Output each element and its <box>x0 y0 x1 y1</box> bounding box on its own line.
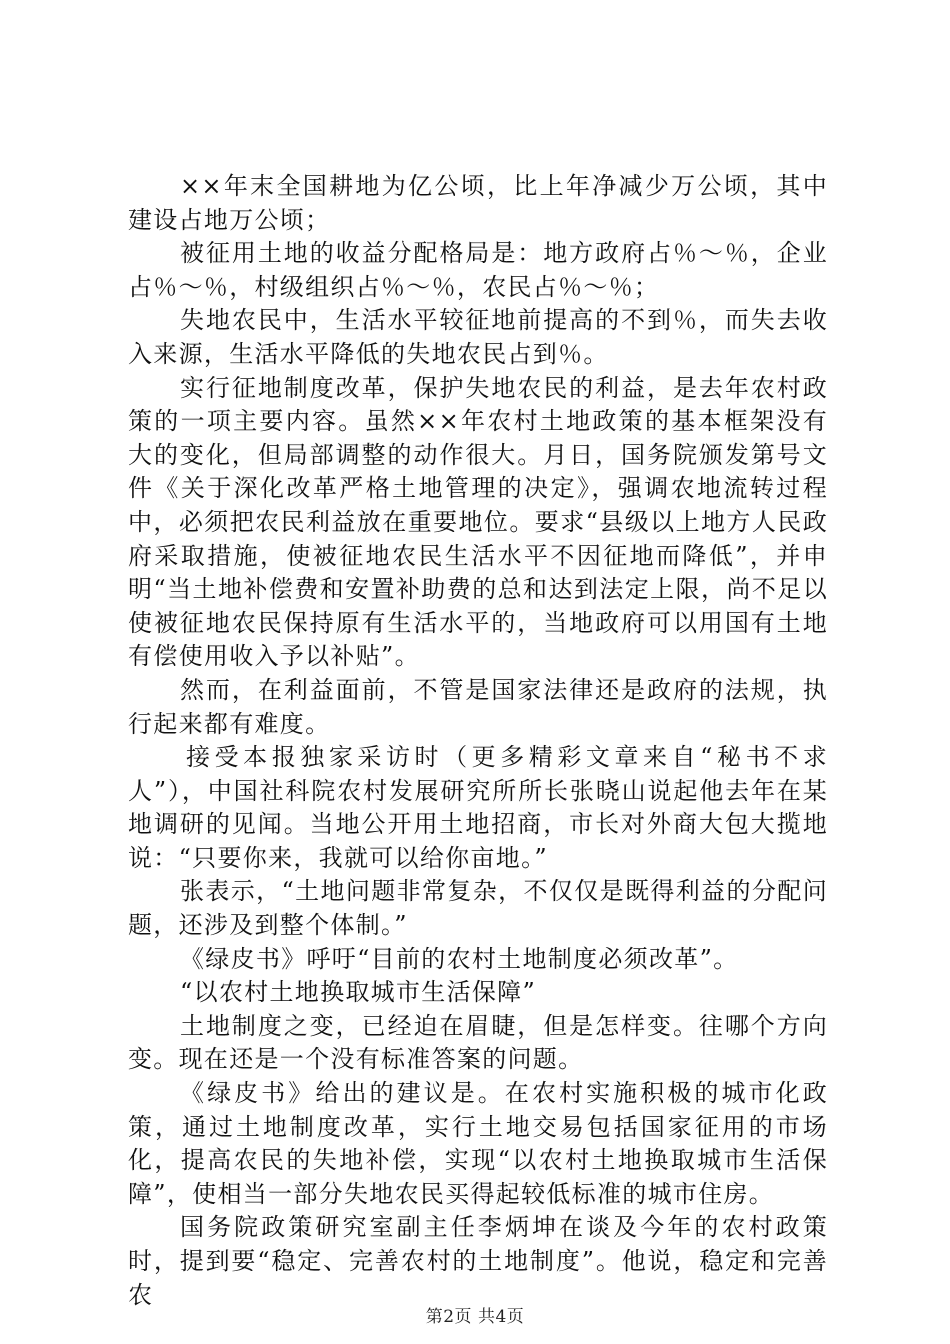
section-heading: “以农村土地换取城市生活保障” <box>180 978 537 1007</box>
paragraph-reform-policy: 实行征地制度改革，保护失地农民的利益，是去年农村政策的一项主要内容。虽然××年农村土地政策的基本框架没有大的变化，但局部调整的动作很大。月日，国务院颁发第号文件《关于深化改革严格土地管理的决定》，强调农地流转过程中，必须把农民利益放在重要地位。要求“县级以上地方人民政府采取措施，使被征地农民生活水平不因征地而降低”，并申明“当土地补偿费和安置补助费的总和达到法定上限，尚不足以使被征地农民保持原有生活水平的，当地政府可以用国有土地有偿使用收入予以补贴”。 <box>128 373 828 671</box>
paragraph-li-bingkun: 国务院政策研究室副主任李炳坤在谈及今年的农村政策时，提到要“稳定、完善农村的土地制度”。他说，稳定和完善农 <box>128 1213 828 1309</box>
paragraph-farmland-stats: ××年末全国耕地为亿公顷，比上年净减少万公顷，其中建设占地万公顷； <box>128 172 828 234</box>
document-body <box>128 170 828 1312</box>
paragraph-interview: 接受本报独家采访时（更多精彩文章来自“秘书不求人”），中国社科院农村发展研究所所长张晓山说起他去年在某地调研的见闻。当地公开用土地招商，市长对外商大包大揽地说：“只要你来，我就可以给你亩地。” <box>128 743 828 872</box>
paragraph-green-book-proposal: 《绿皮书》给出的建议是。在农村实施积极的城市化政策，通过土地制度改革，实行土地交易包括国家征用的市场化，提高农民的失地补偿，实现“以农村土地换取城市生活保障”，使相当一部分失地农民买得起较低标准的城市住房。 <box>128 1079 828 1208</box>
paragraph-landless-farmers: 失地农民中，生活水平较征地前提高的不到％，而失去收入来源，生活水平降低的失地农民占到％。 <box>128 306 828 368</box>
paragraph-income-distribution: 被征用土地的收益分配格局是：地方政府占％～％，企业占％～％，村级组织占％～％，农民占％～％； <box>128 239 828 301</box>
paragraph-zhang-quote: 张表示，“土地问题非常复杂，不仅仅是既得利益的分配问题，还涉及到整个体制。” <box>128 877 828 940</box>
paragraph-land-system-change: 土地制度之变，已经迫在眉睫，但是怎样变。往哪个方向变。现在还是一个没有标准答案的问题。 <box>128 1011 828 1074</box>
paragraph-green-book-call: 《绿皮书》呼吁“目前的农村土地制度必须改革”。 <box>180 944 739 973</box>
paragraph-enforcement-difficulty: 然而，在利益面前，不管是国家法律还是政府的法规，执行起来都有难度。 <box>128 675 828 738</box>
page-number-footer: 第2页 共4页 <box>425 1307 525 1327</box>
